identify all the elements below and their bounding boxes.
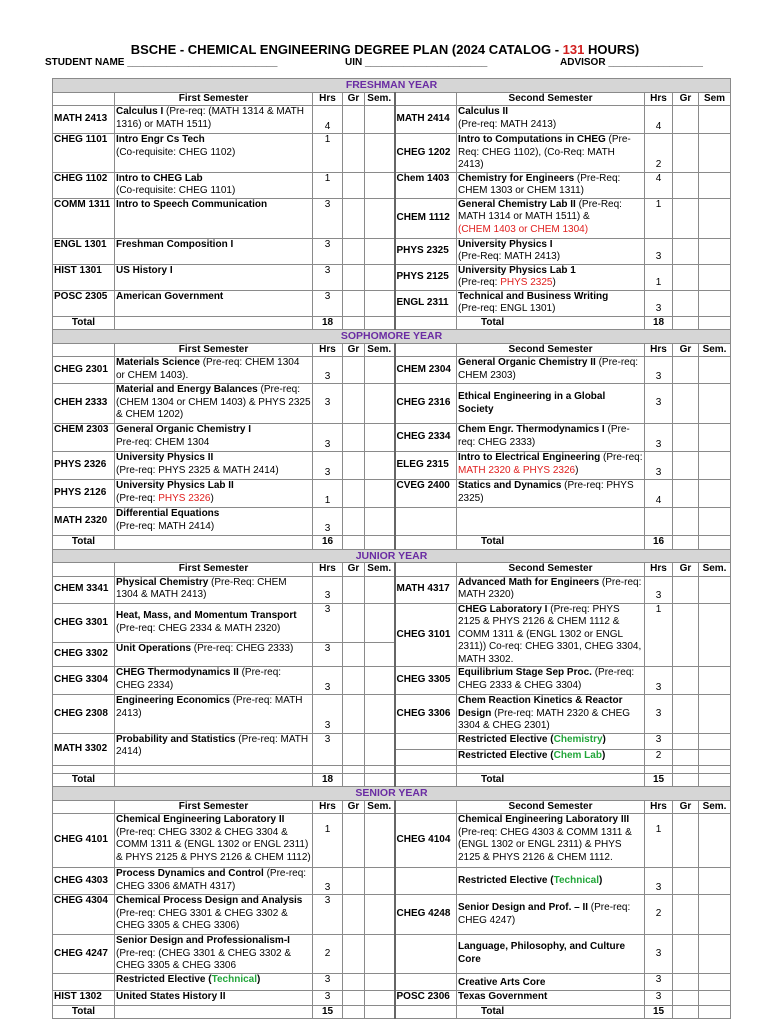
year-banner-junior: JUNIOR YEAR (53, 549, 731, 563)
course-row: Restricted Elective (Chem Lab) 2 (53, 749, 731, 765)
course-row: COMM 1311 Intro to Speech Communication 3 CHEM 1112 General Chemistry Lab II (Pre-Req: MATH 1314 or MATH 1511) & (CHEM 1403 or CHEM 1304) 1 (53, 198, 731, 238)
student-name-field[interactable]: STUDENT NAME ___________________________ (45, 57, 278, 68)
course-row: CHEG 3302 Unit Operations (Pre-req: CHEG 2333) 3 (53, 643, 731, 667)
course-row: CHEG 1102 Intro to CHEG Lab (Co-requisite: CHEG 1101) 1 Chem 1403 Chemistry for Engineers (Pre-Req: CHEM 1303 or CHEM 1311) 4 (53, 172, 731, 198)
total-row: Total 18 Total 18 (53, 316, 731, 330)
total-row: Total 18 Total 15 (53, 773, 731, 787)
year-banner-sophomore: SOPHOMORE YEAR (53, 330, 731, 344)
course-row: Restricted Elective (Technical) 3 Creative Arts Core 3 (53, 973, 731, 990)
course-row: CHEG 2308 Engineering Economics (Pre-req: MATH 2413) 3 CHEG 3306 Chem Reaction Kinetics & Reactor Design (Pre-req: MATH 2320 & CHEG 3304 & CHEG 2301) 3 (53, 695, 731, 734)
semester-header: First Semester Hrs Gr Sem. Second Semester Hrs Gr Sem. (53, 563, 731, 577)
course-row: CHEG 4247 Senior Design and Professionalism-I (Pre-req: (CHEG 3301 & CHEG 3302 & CHEG 3305 & CHEG 3306 2 Language, Philosophy, and Culture Core 3 (53, 935, 731, 974)
course-row: CHEG 3304 CHEG Thermodynamics II (Pre-req: CHEG 2334) 3 CHEG 3305 Equilibrium Stage Sep Proc. (Pre-req: CHEG 2333 & CHEG 3304) 3 (53, 667, 731, 695)
course-row: MATH 2320 Differential Equations (Pre-req: MATH 2414) 3 (53, 508, 731, 536)
semester-header: First Semester Hrs Gr Sem. Second Semester Hrs Gr Sem. (53, 343, 731, 357)
course-row: ENGL 1301 Freshman Composition I 3 PHYS 2325 University Physics I (Pre-Req: MATH 2413) 3 (53, 238, 731, 264)
course-row: PHYS 2126 University Physics Lab II (Pre-req: PHYS 2326) 1 CVEG 2400 Statics and Dynamics (Pre-req: PHYS 2325) 4 (53, 480, 731, 508)
course-row: CHEH 2333 Material and Energy Balances (Pre-req: (CHEM 1304 or CHEM 1403) & PHYS 2325 & CHEM 1202) 3 CHEG 2316 Ethical Engineering in a Global Society 3 (53, 384, 731, 424)
course-row: MATH 2413 Calculus I (Pre-req: (MATH 1314 & MATH 1316) or MATH 1511) 4 MATH 2414 Calculus II (Pre-req: MATH 2413) 4 (53, 106, 731, 134)
course-row: CHEG 3301 Heat, Mass, and Momentum Transport (Pre-req: CHEG 2334 & MATH 2320) 3 CHEG 3101 CHEG Laboratory I (Pre-req: PHYS 2125 & PHYS 2126 & CHEM 1112 & COMM 1311 & (ENGL 1302 or ENGL 2311)) Co-req: CHEG 3301, CHEG 3304, MATH 3302. 1 (53, 603, 731, 643)
semester-header: First Semester Hrs Gr Sem. Second Semester Hrs Gr Sem. (53, 800, 731, 814)
course-row: HIST 1301 US History I 3 PHYS 2125 University Physics Lab 1 (Pre-req: PHYS 2325) 1 (53, 264, 731, 290)
year-banner-senior: SENIOR YEAR (53, 787, 731, 801)
year-banner-freshman: FRESHMAN YEAR (53, 79, 731, 93)
course-row: CHEG 4304 Chemical Process Design and Analysis (Pre-req: CHEG 3301 & CHEG 3302 & CHEG 3305 & CHEG 3306) 3 CHEG 4248 Senior Design and Prof. – II (Pre-req: CHEG 4247) 2 (53, 895, 731, 935)
total-row: Total 15 Total 15 (53, 1005, 731, 1019)
course-row: CHEG 4303 Process Dynamics and Control (Pre-req: CHEG 3306 &MATH 4317) 3 Restricted Elective (Technical) 3 (53, 868, 731, 895)
title-prefix: BSCHE - CHEMICAL ENGINEERING DEGREE PLAN (2024 CATALOG - (130, 42, 563, 57)
semester-header: First Semester Hrs Gr Sem. Second Semester Hrs Gr Sem (53, 92, 731, 106)
total-hours: 131 (562, 42, 585, 57)
course-row: CHEG 2301 Materials Science (Pre-req: CHEM 1304 or CHEM 1403). 3 CHEM 2304 General Organic Chemistry II (Pre-req: CHEM 2303) 3 (53, 357, 731, 384)
course-row: HIST 1302 United States History II 3 POSC 2306 Texas Government 3 (53, 990, 731, 1005)
course-row: CHEG 4101 Chemical Engineering Laboratory II (Pre-req: CHEG 3302 & CHEG 3304 & COMM 1311 & (ENGL 1302 or ENGL 2311) & PHYS 2125 & PHYS 2126 & CHEM 1112) 1 CHEG 4104 Chemical Engineering Laboratory III (Pre-req: CHEG 4303 & COMM 1311 & (ENGL 1302 or ENGL 2311) & PHYS 2125 & PHYS 2126 & CHEM 1112. 1 (53, 814, 731, 868)
course-row: CHEG 1101 Intro Engr Cs Tech (Co-requisite: CHEG 1102) 1 CHEG 1202 Intro to Computations in CHEG (Pre-Req: CHEG 1102), (Co-Req: MATH 2413) 2 (53, 134, 731, 173)
course-row: PHYS 2326 University Physics II (Pre-req: PHYS 2325 & MATH 2414) 3 ELEG 2315 Intro to Electrical Engineering (Pre-req: MATH 2320 & PHYS 2326) 3 (53, 452, 731, 480)
advisor-field[interactable]: ADVISOR _________________ (560, 57, 703, 68)
course-row: MATH 3302 Probability and Statistics (Pre-req: MATH 2414) 3 Restricted Elective (Chemistry) 3 (53, 733, 731, 749)
title-suffix: HOURS) (584, 42, 640, 57)
course-row: CHEM 3341 Physical Chemistry (Pre-Req: CHEM 1304 & MATH 2413) 3 MATH 4317 Advanced Math for Engineers (Pre-req: MATH 2320) 3 (53, 576, 731, 603)
course-row: POSC 2305 American Government 3 ENGL 2311 Technical and Business Writing (Pre-req: ENGL 1301) 3 (53, 290, 731, 316)
uin-field[interactable]: UIN ______________________ (345, 57, 488, 68)
total-row: Total 16 Total 16 (53, 536, 731, 550)
degree-plan-table (52, 78, 731, 1019)
course-row: CHEM 2303 General Organic Chemistry I Pre-req: CHEM 1304 3 CHEG 2334 Chem Engr. Thermodynamics I (Pre-req: CHEG 2333) 3 (53, 424, 731, 452)
document-title (0, 42, 770, 57)
student-info-bar (45, 57, 725, 71)
